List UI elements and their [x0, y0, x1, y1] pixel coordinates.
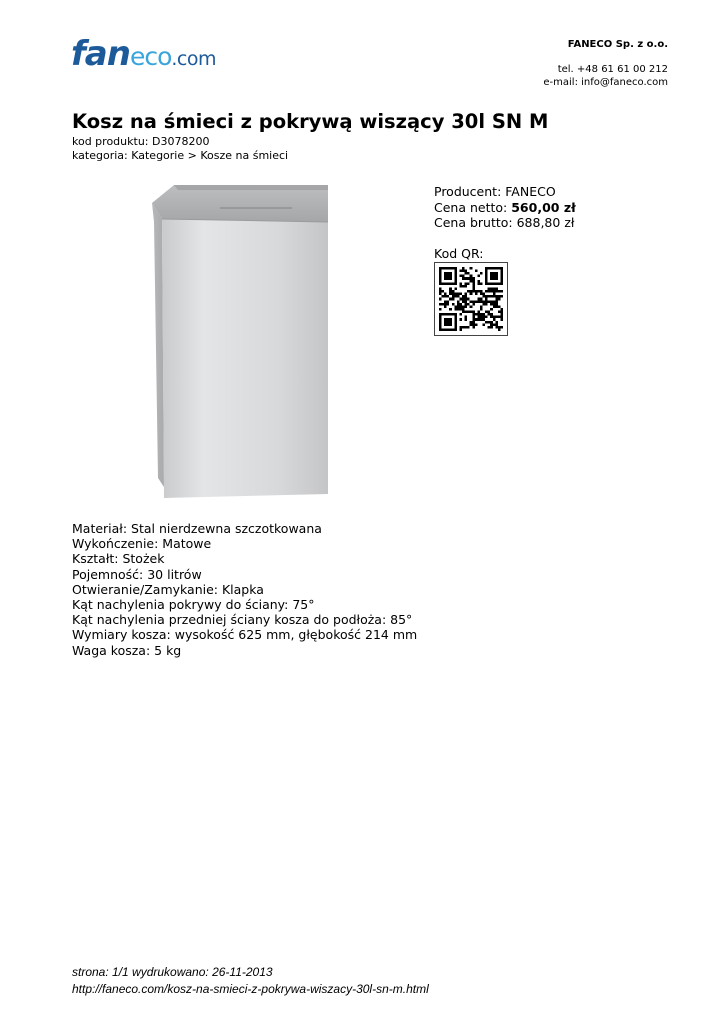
- spec-item: Waga kosza: 5 kg: [72, 642, 182, 658]
- company-info: [543, 38, 668, 89]
- logo-text-eco: eco: [129, 42, 172, 71]
- faneco-logo: [71, 34, 216, 74]
- spec-item: Wykończenie: Matowe: [72, 536, 212, 552]
- net-price: [434, 200, 576, 216]
- spec-item: Kształt: Stożek: [72, 551, 165, 567]
- qr-code: [434, 262, 508, 336]
- spec-item: Wymiary kosza: wysokość 625 mm, głębokość 214 mm: [72, 627, 418, 643]
- qr-code-graphic: [439, 267, 503, 331]
- spec-list: [72, 521, 417, 658]
- net-price-label: Cena netto:: [434, 199, 512, 215]
- spec-item: Pojemność: 30 litrów: [72, 566, 202, 582]
- product-meta: [72, 135, 288, 163]
- company-phone: tel. +48 61 61 00 212: [557, 64, 668, 75]
- footer-print-info: strona: 1/1 wydrukowano: 26-11-2013: [72, 965, 273, 979]
- product-category: kategoria: Kategorie > Kosze na śmieci: [72, 149, 289, 162]
- logo-text-fan: fan: [71, 34, 130, 74]
- qr-label: Kod QR:: [434, 245, 484, 261]
- spec-item: Materiał: Stal nierdzewna szczotkowana: [72, 521, 322, 536]
- product-code: kod produktu: D3078200: [72, 135, 210, 148]
- footer-url[interactable]: http://faneco.com/kosz-na-smieci-z-pokrywa-wiszacy-30l-sn-m.html: [72, 982, 429, 996]
- company-email: e-mail: info@faneco.com: [543, 77, 668, 88]
- page-footer: [72, 964, 429, 998]
- product-title: Kosz na śmieci z pokrywą wiszący 30l SN M: [72, 110, 549, 133]
- company-name: FANECO Sp. z o.o.: [567, 39, 668, 50]
- gross-price: Cena brutto: 688,80 zł: [434, 215, 575, 230]
- spec-item: Otwieranie/Zamykanie: Klapka: [72, 581, 264, 597]
- net-price-value: 560,00 zł: [511, 199, 576, 215]
- logo-text-com: .com: [171, 48, 216, 70]
- price-info: [434, 184, 576, 336]
- product-image: [150, 182, 332, 500]
- spec-item: Kąt nachylenia przedniej ściany kosza do podłoża: 85°: [72, 612, 413, 628]
- spec-item: Kąt nachylenia pokrywy do ściany: 75°: [72, 597, 315, 613]
- producer: Producent: FANECO: [434, 184, 556, 199]
